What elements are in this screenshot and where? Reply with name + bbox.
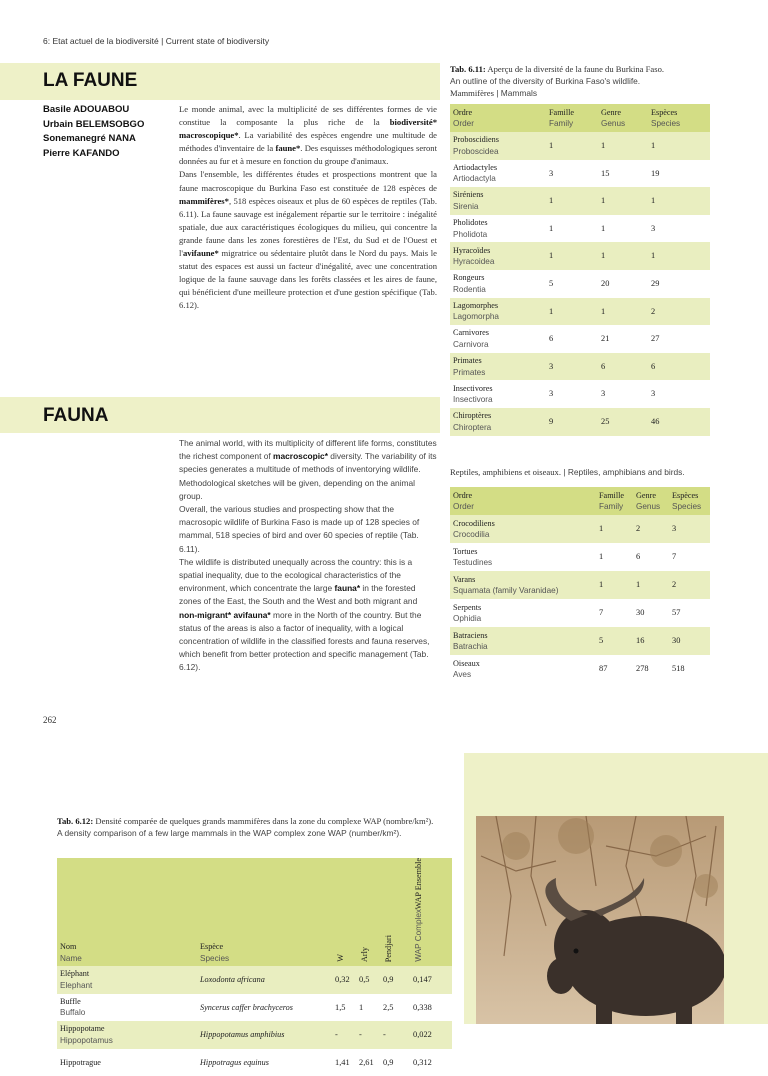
value-cell: 5: [546, 270, 598, 298]
french-body-text: [179, 103, 437, 313]
value-cell: 1: [598, 187, 648, 215]
table-6-12-caption: Tab. 6.12: Densité comparée de quelques grands mammifères dans la zone du complexe WAP (nombre/km²). A density comparison of a few large mammals in the WAP complex zone WAP (number/km²).: [57, 816, 434, 838]
table-reptiles-caption: Reptiles, amphibiens et oiseaux. | Reptiles, amphibians and birds.: [450, 467, 685, 477]
value-cell: 0,338: [410, 994, 452, 1022]
value-cell: 1: [598, 215, 648, 243]
order-cell: Serpents Ophidia: [450, 599, 596, 627]
table-label: Tab. 6.11:: [450, 64, 486, 74]
value-cell: 3: [546, 380, 598, 408]
value-cell: 1: [546, 242, 598, 270]
glossary-term: fauna*: [334, 583, 361, 594]
table-row: [450, 187, 710, 215]
glossary-term: mammifères*: [179, 195, 229, 206]
table-row: [450, 571, 710, 599]
table-row: [450, 132, 710, 160]
value-cell: 6: [598, 353, 648, 381]
value-cell: 1: [356, 994, 380, 1022]
value-cell: 20: [598, 270, 648, 298]
reptiles-table: [450, 487, 710, 683]
value-cell: 16: [633, 627, 669, 655]
species-cell: Syncerus caffer brachyceros: [197, 994, 332, 1022]
value-cell: 1: [546, 298, 598, 326]
value-cell: 1: [546, 132, 598, 160]
order-cell: Hyracoïdes Hyracoidea: [450, 242, 546, 270]
value-cell: 3: [648, 380, 710, 408]
table-row: [450, 627, 710, 655]
author: Sonemanegré NANA: [43, 133, 136, 144]
value-cell: 0,5: [356, 966, 380, 994]
value-cell: 87: [596, 655, 633, 683]
table-row: [57, 994, 452, 1022]
value-cell: 1: [596, 543, 633, 571]
table-row: [450, 380, 710, 408]
value-cell: 2,5: [380, 994, 410, 1022]
value-cell: 7: [669, 543, 710, 571]
author: Pierre KAFANDO: [43, 147, 120, 159]
value-cell: 1: [633, 571, 669, 599]
value-cell: 1: [546, 215, 598, 243]
value-cell: 7: [596, 599, 633, 627]
value-cell: 15: [598, 160, 648, 188]
paragraph: Le monde animal, avec la multiplicité de ses différentes formes de vie constitue la composante la plus riche de la biodiversité* macroscopique*. La variabilité des espèces engendre une multitude de méthodes d'inventaire de la faune*. Des esquisses méthodologiques seront données au fur et à mesure en fonction du groupe d'animaux.: [179, 104, 437, 167]
table-row: [450, 599, 710, 627]
order-cell: Hippopotame Hippopotamus: [57, 1021, 197, 1049]
value-cell: 2: [633, 515, 669, 543]
value-cell: 1: [596, 571, 633, 599]
value-cell: 6: [633, 543, 669, 571]
table-header-row: Nom Name Espèce Species W Arly Pendjari WAP Ensemble WAP Complex: [57, 858, 452, 966]
buffalo-illustration: [476, 816, 724, 1024]
order-cell: Rongeurs Rodentia: [450, 270, 546, 298]
glossary-term: non-migrant*: [179, 609, 232, 620]
value-cell: 5: [596, 627, 633, 655]
table-row: [450, 325, 710, 353]
value-cell: 2: [648, 298, 710, 326]
table-row: [450, 215, 710, 243]
order-cell: Chiroptères Chiroptera: [450, 408, 546, 436]
value-cell: 1: [648, 187, 710, 215]
order-cell: Batraciens Batrachia: [450, 627, 596, 655]
paragraph: The wildlife is distributed unequally across the country: this is a spatial inequality, due to the ecological characteristics of the environment, which concentrate the large fauna* in the forested zones of the East, the South and the West and both migrant and non-migrant* avifauna* more in the North of the country. But the status of the areas is also a factor of inequality, with a logical concentration of wildlife in the classified forests and fauna reserves, which benefit from better protection and specific management (Tab. 6.12).: [179, 556, 430, 673]
mammals-table: [450, 104, 710, 436]
value-cell: -: [380, 1021, 410, 1049]
order-cell: Primates Primates: [450, 353, 546, 381]
value-cell: 57: [669, 599, 710, 627]
order-cell: Insectivores Insectivora: [450, 380, 546, 408]
value-cell: 3: [598, 380, 648, 408]
value-cell: 29: [648, 270, 710, 298]
value-cell: 1: [598, 298, 648, 326]
table-row: [57, 1021, 452, 1049]
value-cell: 3: [669, 515, 710, 543]
english-body-text: [179, 437, 437, 675]
value-cell: 1: [648, 132, 710, 160]
table-row: [450, 408, 710, 436]
value-cell: 0,312: [410, 1049, 452, 1076]
table-row: [450, 543, 710, 571]
table-row: [450, 160, 710, 188]
buffalo-photo: [476, 816, 724, 1024]
value-cell: 21: [598, 325, 648, 353]
value-cell: 6: [546, 325, 598, 353]
order-cell: Carnivores Carnivora: [450, 325, 546, 353]
species-cell: Hippotragus equinus: [197, 1049, 332, 1076]
order-cell: Buffle Buffalo: [57, 994, 197, 1022]
value-cell: 9: [546, 408, 598, 436]
glossary-term: faune*: [275, 143, 301, 154]
value-cell: 278: [633, 655, 669, 683]
order-cell: Hippotrague: [57, 1049, 197, 1076]
glossary-term: biodiversité*: [389, 117, 437, 128]
value-cell: 0,147: [410, 966, 452, 994]
author: Basile ADOUABOU: [43, 104, 130, 115]
table-row: [450, 655, 710, 683]
table-row: [57, 966, 452, 994]
value-cell: 1,5: [332, 994, 356, 1022]
value-cell: 25: [598, 408, 648, 436]
table-row: [450, 515, 710, 543]
value-cell: 19: [648, 160, 710, 188]
table-label: Tab. 6.12:: [57, 816, 94, 826]
author: Urbain BELEMSOBGO: [43, 118, 145, 130]
value-cell: 27: [648, 325, 710, 353]
value-cell: 3: [648, 215, 710, 243]
table-row: [450, 298, 710, 326]
value-cell: 2,61: [356, 1049, 380, 1076]
value-cell: 1: [596, 515, 633, 543]
table-header-row: Ordre Order Famille Family Genre Genus Espèces Species: [450, 104, 710, 132]
chapter-label-en: Current state of biodiversity: [165, 36, 270, 46]
value-cell: -: [356, 1021, 380, 1049]
chapter-label: 6: Etat actuel de la biodiversité: [43, 36, 159, 46]
value-cell: 1: [648, 242, 710, 270]
paragraph: Overall, the various studies and prospecting show that the macrosopic wildlife of Burkina Faso is made up of 128 species of mammal, 518 species of bird and over 60 species of reptile (Tab. 6.11).: [179, 504, 420, 554]
author-list: [43, 103, 144, 161]
value-cell: 0,9: [380, 966, 410, 994]
table-6-11-caption: Tab. 6.11: Aperçu de la diversité de la faune du Burkina Faso. An outline of the diversity of Burkina Faso's wildlife. Mammifères | Mammals: [450, 64, 665, 98]
value-cell: 3: [546, 160, 598, 188]
order-cell: Tortues Testudines: [450, 543, 596, 571]
table-row: [450, 242, 710, 270]
table-row: [450, 270, 710, 298]
value-cell: 0,9: [380, 1049, 410, 1076]
value-cell: 46: [648, 408, 710, 436]
value-cell: 1: [598, 132, 648, 160]
species-cell: Loxodonta africana: [197, 966, 332, 994]
paragraph: The animal world, with its multiplicity of different life forms, constitutes the richest component of macroscopic* diversity. The variability of its species generates a multitude of methods of inventorying wildlife. Methodological sketches will be given, depending on the animal group.: [179, 438, 437, 501]
order-cell: Varans Squamata (family Varanidae): [450, 571, 596, 599]
value-cell: 2: [669, 571, 710, 599]
glossary-term: avifaune*: [182, 248, 219, 259]
value-cell: 6: [648, 353, 710, 381]
value-cell: 518: [669, 655, 710, 683]
order-cell: Crocodiliens Crocodilia: [450, 515, 596, 543]
order-cell: Artiodactyles Artiodactyla: [450, 160, 546, 188]
value-cell: 30: [633, 599, 669, 627]
density-table: [57, 858, 452, 1076]
page-number: 262: [43, 715, 57, 725]
order-cell: Lagomorphes Lagomorpha: [450, 298, 546, 326]
section-title-en: FAUNA: [43, 405, 109, 426]
running-header: 6: Etat actuel de la biodiversité | Current state of biodiversity: [43, 36, 270, 46]
value-cell: 1: [546, 187, 598, 215]
value-cell: 3: [546, 353, 598, 381]
order-cell: Eléphant Elephant: [57, 966, 197, 994]
table-header-row: Ordre Order Famille Family Genre Genus Espèces Species: [450, 487, 710, 515]
species-cell: Hippopotamus amphibius: [197, 1021, 332, 1049]
value-cell: 30: [669, 627, 710, 655]
order-cell: Pholidotes Pholidota: [450, 215, 546, 243]
order-cell: Siréniens Sirenia: [450, 187, 546, 215]
glossary-term: macroscopic*: [273, 451, 328, 462]
value-cell: 1,41: [332, 1049, 356, 1076]
order-cell: Proboscidiens Proboscidea: [450, 132, 546, 160]
value-cell: 1: [598, 242, 648, 270]
section-title-fr: LA FAUNE: [43, 70, 138, 91]
value-cell: 0,32: [332, 966, 356, 994]
table-row: [450, 353, 710, 381]
value-cell: -: [332, 1021, 356, 1049]
table-row: [57, 1049, 452, 1076]
order-cell: Oiseaux Aves: [450, 655, 596, 683]
paragraph: Dans l'ensemble, les différentes études et prospections montrent que la faune macroscopique du Burkina Faso est constituée de 128 espèces de mammifères*, 518 espèces oiseaux et plus de 60 espèces de reptiles (Tab. 6.11). La faune sauvage est inégalement répartie sur le territoire : inégalité spatiale, due aux caractéristiques écologiques du milieu, qui concentre la grande faune dans les zones forestières de l'Est, du Sud et de l'Ouest et l'avifaune* migratrice ou sédentaire plutôt dans le Nord du pays. Mais le statut des espaces est aussi un facteur d'inégalité, avec une concentration logique de la faune sauvage dans les forêts classées et les aires de faune, qui bénéficient d'une meilleure protection et d'une gestion spécifique (Tab. 6.12).: [179, 169, 437, 311]
glossary-term: macroscopique*: [179, 130, 239, 141]
value-cell: 0,022: [410, 1021, 452, 1049]
glossary-term: avifauna*: [233, 609, 271, 620]
